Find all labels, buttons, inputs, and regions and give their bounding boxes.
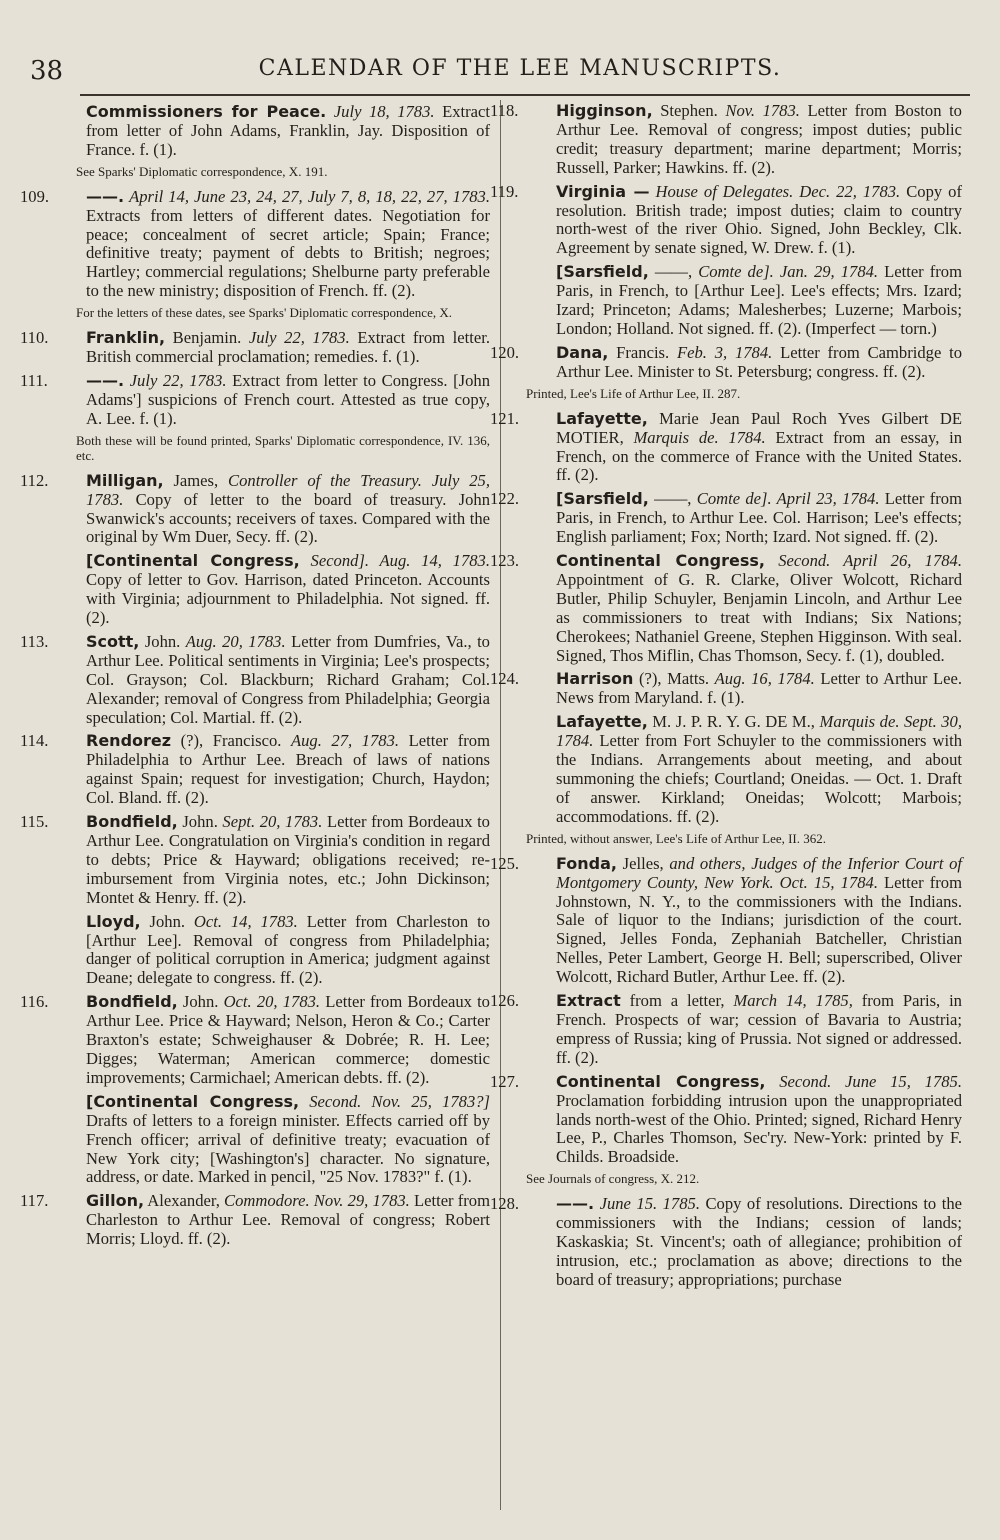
- calendar-entry: [86, 103, 490, 160]
- entry-number: 111.: [20, 370, 48, 390]
- citation-note: See Journals of congress, X. 212.: [526, 1171, 700, 1187]
- entry-date: Oct. 14, 1783.: [193, 911, 298, 931]
- correspondent-name: Rendorez: [86, 731, 172, 751]
- entry-description: Letter from Paris, in French, to Arthur Lee. Col. Harrison; Lee's effects; English parliament; Fox; North; Izard. Not signed. ff. (2).: [556, 489, 962, 547]
- correspondent-name: Commissioners for Peace.: [86, 102, 327, 121]
- correspondent-detail: Francis.: [616, 342, 670, 362]
- entry-date: Second. June 15, 1785.: [779, 1071, 962, 1091]
- correspondent-name: Lloyd,: [86, 911, 141, 931]
- correspondent-detail: from a letter,: [629, 991, 725, 1011]
- calendar-entry: [490, 669, 962, 708]
- entry-description: Letter from Boston to Arthur Lee. Removal of congress; impost duties; public credit; treasury department; marine department; Morris; Russell, Parker; Hawkins. ff. (2).: [556, 101, 962, 177]
- citation-note: For the letters of these dates, see Sparks' Diplomatic correspondence, X.: [76, 305, 452, 321]
- entry-date: Second. April 26, 1784.: [778, 551, 963, 571]
- correspondent-name: Bondfield,: [86, 812, 178, 832]
- entry-description: Letter from Philadelphia to Arthur Lee. Breach of laws of nations against Spain; request for investigation; Church, Haydon; Col. Bland. ff. (2).: [86, 731, 491, 808]
- calendar-entry: [20, 631, 490, 728]
- entry-number: 116.: [20, 992, 49, 1012]
- correspondent-name: Harrison: [556, 669, 634, 689]
- calendar-entry: [490, 342, 963, 382]
- correspondent-name: Lafayette,: [556, 712, 648, 732]
- citation-note: Both these will be found printed, Sparks' Diplomatic correspondence, IV. 136, etc.: [76, 432, 490, 463]
- correspondent-name: [Continental Congress,: [86, 551, 300, 571]
- correspondent-name: Higginson,: [556, 101, 653, 120]
- citation-note: Printed, without answer, Lee's Life of Arthur Lee, II. 362.: [526, 830, 827, 846]
- entry-date: Sept. 20, 1783.: [222, 812, 323, 832]
- correspondent-name: Bondfield,: [86, 992, 178, 1012]
- calendar-entry: [490, 101, 962, 178]
- entry-date: Marquis de. Sept. 30, 1784.: [556, 712, 962, 751]
- right-column: [490, 101, 963, 1295]
- correspondent-detail: John.: [182, 812, 218, 832]
- entry-description: Extract from an essay, in French, on the commerce of France with the United States. ff. (2).: [556, 427, 962, 485]
- entry-description: Drafts of letters to a foreign minister. Effects carried off by French officer; arrival of definitive treaty; evacuation of New York city; [Washington's] character. No signature, address, or date. Marked in pencil, "25 Nov. 1783?" f. (1).: [86, 1110, 490, 1187]
- entry-date: Second]. Aug. 14, 1783.: [310, 551, 490, 571]
- citation-note: Printed, Lee's Life of Arthur Lee, II. 287.: [526, 385, 741, 401]
- entry-description: Letter from Fort Schuyler to the commissioners with the Indians. Arrangements about meeting, and about summoning the chiefs; Courtland; Oneidas. — Oct. 1. Draft of answer. Kirkland; Oneidas; Wolcott; Marbois; accommodations. ff. (2).: [556, 731, 962, 826]
- calendar-entry: [20, 812, 490, 908]
- calendar-entry: [490, 408, 962, 486]
- entry-description: from Paris, in French. Prospects of war; cession of Bavaria to Austria; empress of Russia; king of Prussia. Not signed or addressed. ff. (2).: [556, 991, 962, 1067]
- entry-date: April 14, June 23, 24, 27, July 7, 8, 18, 22, 27, 1783.: [129, 186, 491, 206]
- correspondent-detail: John.: [182, 992, 219, 1012]
- entry-date: July 18, 1783.: [333, 102, 435, 121]
- column-divider: [500, 100, 501, 1510]
- entry-description: Extract from letter of John Adams, Franklin, Jay. Disposition of France. f. (1).: [86, 102, 491, 159]
- calendar-entry: [86, 1093, 490, 1188]
- entry-date: Aug. 16, 1784.: [714, 669, 815, 689]
- calendar-entry: [490, 181, 962, 259]
- entry-number: 109.: [20, 186, 50, 206]
- entry-description: Letter from Bordeaux to Arthur Lee. Price & Hayward; Nelson, Heron & Co.; Carter Braxton's estate; Schweighauser & Dobrée; R. H. Lee; Digges; Waterman; American commerce; domestic improvements; Carmichael; American debts. ff. (2).: [86, 992, 490, 1087]
- entry-description: Letter to Arthur Lee. News from Maryland. f. (1).: [556, 669, 962, 708]
- entry-date: Nov. 1783.: [725, 101, 800, 120]
- correspondent-name: Continental Congress,: [556, 551, 765, 571]
- entry-number: 127.: [490, 1071, 520, 1091]
- calendar-entry: [556, 713, 962, 826]
- correspondent-name: [Continental Congress,: [86, 1091, 300, 1111]
- calendar-entry: [20, 1191, 490, 1249]
- entry-number: 124.: [490, 669, 520, 689]
- entry-date: Oct. 20, 1783.: [223, 992, 321, 1012]
- entry-date: Aug. 27, 1783.: [290, 731, 400, 751]
- calendar-entry: [490, 1194, 962, 1290]
- correspondent-detail: Marie Jean Paul Roch Yves Gilbert DE MOTIER,: [556, 408, 962, 447]
- entry-number: 115.: [20, 812, 49, 832]
- correspondent-name: [Sarsfield,: [556, 489, 649, 509]
- entry-number: 121.: [490, 408, 520, 428]
- calendar-entry: [490, 991, 962, 1068]
- entry-date: July 22, 1783.: [129, 370, 227, 390]
- calendar-entry: [490, 551, 963, 665]
- correspondent-name: Scott,: [86, 631, 140, 651]
- calendar-entry: [20, 370, 491, 429]
- correspondent-name: ——.: [86, 186, 125, 206]
- entry-description: Proclamation forbidding intrusion upon the unappropriated lands north-west of the Ohio. Printed; signed, Richard Henry Lee, P., Charles Thomson, Sec'ry. New-York: printed by F. Childs. Broadside.: [556, 1090, 962, 1167]
- entry-date: Comte de]. Jan. 29, 1784.: [698, 262, 879, 282]
- correspondent-name: Fonda,: [556, 853, 617, 873]
- correspondent-name: [Sarsfield,: [556, 262, 649, 282]
- entry-number: 128.: [490, 1194, 520, 1214]
- correspondent-name: Virginia —: [556, 181, 650, 201]
- entry-number: 110.: [20, 328, 49, 348]
- calendar-entry: [20, 470, 491, 548]
- calendar-entry: [20, 992, 490, 1088]
- entry-description: Letter from Paris, in French, to [Arthur Lee]. Lee's effects; Mrs. Izard; Izard; Princeton; Adams; Malesherbes; Luzerne; Marbois; London; Holland. Not signed. ff. (2). (Imperfect — torn.): [556, 262, 962, 338]
- correspondent-detail: ——,: [654, 489, 692, 509]
- header-rule: [80, 94, 970, 96]
- correspondent-name: Dana,: [556, 342, 609, 362]
- entry-description: Copy of letter to Gov. Harrison, dated Princeton. Accounts with Virginia; adjournment to Philadelphia. Not signed. ff. (2).: [86, 570, 490, 628]
- entry-description: Letter from Charleston to Arthur Lee. Removal of congress; Robert Morris; Lloyd. ff. (2).: [86, 1191, 490, 1249]
- entry-number: 120.: [490, 342, 520, 362]
- correspondent-detail: Stephen.: [660, 101, 718, 120]
- citation-note: See Sparks' Diplomatic correspondence, X. 191.: [76, 163, 328, 179]
- entry-date: Second. Nov. 25, 1783?]: [309, 1091, 490, 1111]
- entry-description: Extracts from letters of different dates. Negotiation for peace; concealment of secret article; Spain; France; definitive treaty; payment of debts to British; negroes; Hartley; commercial regulations; Shelburne party preferable to the new ministry; disposition of French. ff. (2).: [86, 205, 490, 301]
- calendar-entry: [86, 913, 490, 989]
- calendar-entry: [20, 186, 491, 301]
- correspondent-detail: (?), Matts.: [638, 669, 710, 689]
- entry-description: Extract from letter to Congress. [John Adams'] suspicions of French court. Attested as true copy, A. Lee. f. (1).: [86, 370, 491, 428]
- entry-description: Copy of resolutions. Directions to the commissioners with the Indians; cession of lands; Kaskaskia; St. Vincent's; oath of allegiance; prohibition of intrusion, etc.; proclamation as above; directions to the board of treasury; appropriations; purchase: [556, 1194, 962, 1289]
- entry-number: 125.: [490, 853, 520, 873]
- calendar-entry: [20, 731, 491, 808]
- correspondent-name: Continental Congress,: [556, 1071, 766, 1091]
- running-title: CALENDAR OF THE LEE MANUSCRIPTS.: [258, 56, 782, 81]
- correspondent-name: Milligan,: [86, 470, 164, 490]
- entry-number: 117.: [20, 1191, 49, 1211]
- entry-date: Feb. 3, 1784.: [676, 342, 773, 362]
- entry-description: Letter from Johnstown, N. Y., to the commissioners with the Indians. Sale of liquor to the Indians; jurisdiction of the court. Signed, Jelles Fonda, Zephaniah Batcheller, Christian Nelles, Peter Lambert, George H. Bell; superscribed, Oliver Wolcott, Richard Butler, Arthur Lee. ff. (2).: [556, 872, 962, 987]
- page-number: 38: [30, 56, 64, 86]
- correspondent-detail: M. J. P. R. Y. G. DE M.,: [652, 712, 815, 732]
- entry-number: 126.: [490, 991, 520, 1011]
- calendar-entry: [490, 489, 962, 547]
- entry-description: Appointment of G. R. Clarke, Oliver Wolcott, Richard Butler, Philip Schuyler, Benjamin Lincoln, and Arthur Lee as commissioners to treat with Indians; Six Nations; Cherokees; Nathaniel Greene, Stephen Higginson. With seal. Signed, Thos Miflin, Chas Thomson, Secy. f. (1), doubled.: [556, 569, 962, 665]
- entry-date: Comte de]. April 23, 1784.: [696, 489, 880, 509]
- correspondent-detail: Benjamin.: [172, 328, 242, 348]
- correspondent-name: Gillon,: [86, 1191, 145, 1211]
- correspondent-name: Extract: [556, 991, 621, 1011]
- entry-number: 123.: [490, 551, 520, 571]
- entry-date: July 22, 1783.: [248, 328, 350, 348]
- entry-number: 122.: [490, 489, 520, 509]
- entry-description: Extract from letter. British commercial proclamation; remedies. f. (1).: [86, 328, 490, 367]
- entry-description: Letter from Cambridge to Arthur Lee. Minister to St. Petersburg; congress. ff. (2).: [556, 342, 963, 381]
- entry-number: 119.: [490, 181, 519, 201]
- calendar-entry: [490, 1071, 962, 1168]
- correspondent-detail: Jelles,: [622, 853, 664, 873]
- entry-date: and others, Judges of the Inferior Court of Montgomery County, New York. Oct. 15, 1784.: [556, 853, 963, 892]
- correspondent-name: ——.: [556, 1194, 595, 1214]
- page-header: [30, 56, 970, 96]
- calendar-entry: [86, 552, 490, 628]
- entry-date: June 15. 1785.: [599, 1194, 700, 1214]
- correspondent-detail: John.: [144, 631, 181, 651]
- entry-description: Letter from Bordeaux to Arthur Lee. Congratulation on Virginia's condition in regard to debts; Price & Hayward; obligations received; re-imbursement from Virginia notes, etc.; John Dickinson; Montet & Henry. ff. (2).: [86, 812, 490, 907]
- calendar-entry: [20, 328, 490, 367]
- entry-date: March 14, 1785,: [733, 991, 853, 1011]
- correspondent-detail: Alexander,: [147, 1191, 220, 1211]
- correspondent-name: ——.: [86, 370, 125, 390]
- entry-number: 113.: [20, 631, 49, 651]
- correspondent-detail: ——,: [654, 262, 693, 282]
- correspondent-detail: John.: [149, 911, 186, 931]
- correspondent-name: Lafayette,: [556, 408, 648, 428]
- entry-date: House of Delegates. Dec. 22, 1783.: [655, 181, 901, 201]
- entry-date: Aug. 20, 1783.: [185, 631, 286, 651]
- entry-number: 114.: [20, 731, 49, 751]
- entry-date: Controller of the Treasury. July 25, 1783.: [86, 470, 490, 509]
- correspondent-detail: (?), Francisco.: [180, 731, 282, 751]
- calendar-entry: [556, 263, 962, 339]
- entry-description: Copy of letter to the board of treasury. John Swanwick's accounts; receivers of taxes. Compared with the original by Wm Duer, Secy. ff. (2).: [86, 489, 491, 547]
- entry-date: Commodore. Nov. 29, 1783.: [224, 1191, 410, 1211]
- calendar-entry: [490, 853, 963, 987]
- correspondent-name: Franklin,: [86, 328, 166, 348]
- entry-number: 118.: [490, 101, 519, 120]
- entry-description: Copy of resolution. British trade; impost duties; claim to country north-west of the river Ohio. Signed, John Beckley, Clk. Agreement by senate signed, W. Drew. f. (1).: [556, 181, 962, 258]
- correspondent-detail: James,: [173, 470, 219, 490]
- entry-number: 112.: [20, 470, 49, 490]
- entry-description: Letter from Dumfries, Va., to Arthur Lee. Political sentiments in Virginia; Lee's prospects; Col. Grayson; Col. Blackburn; Richard Graham; Col. Alexander; removal of Congress from Philadelphia; Georgia speculation; Col. Martial. ff. (2).: [86, 631, 490, 727]
- entry-date: Marquis de. 1784.: [633, 427, 766, 447]
- left-column: [20, 102, 491, 1254]
- entry-description: Letter from Charleston to [Arthur Lee]. Removal of congress from Philadelphia; danger of political corruption in America; judgment against Deane; delegate to congress. ff. (2).: [86, 911, 490, 988]
